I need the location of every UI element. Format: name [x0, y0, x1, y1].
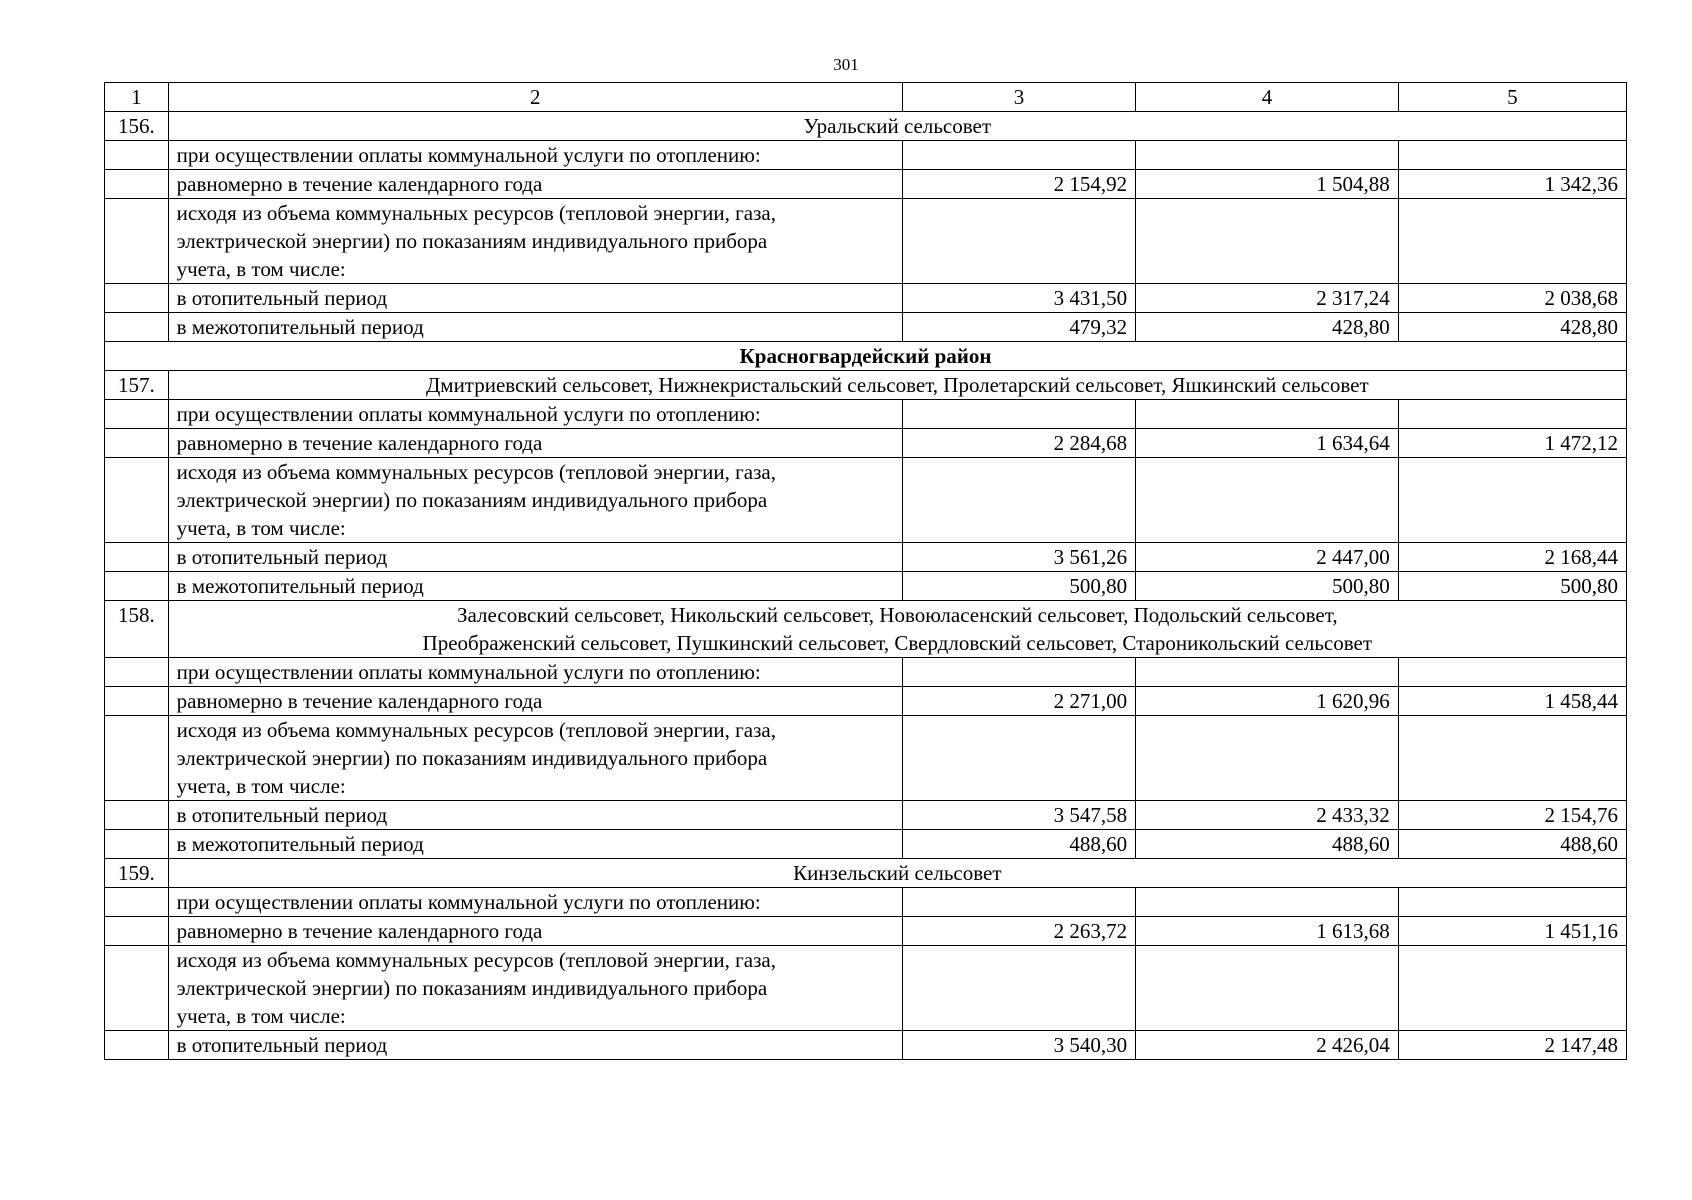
- value-cell-col5: [1398, 946, 1626, 1031]
- table-row: [105, 313, 1627, 342]
- value-cell-col3: 488,60: [902, 830, 1135, 859]
- row-label: [168, 888, 902, 917]
- row-label-line: при осуществлении оплаты коммунальной услуги по отоплению:: [176, 143, 761, 167]
- value-cell-col4: 2 317,24: [1136, 284, 1399, 313]
- entry-number: 156.: [105, 112, 169, 141]
- row-label: [168, 429, 902, 458]
- value-cell-col4: [1136, 400, 1399, 429]
- region-row: [105, 342, 1627, 371]
- row-number-cell: [105, 543, 169, 572]
- value-cell-col5: 2 154,76: [1398, 801, 1626, 830]
- value-cell-col4: [1136, 888, 1399, 917]
- row-label-line: равномерно в течение календарного года: [176, 689, 543, 713]
- row-label: [168, 400, 902, 429]
- row-label: [168, 658, 902, 687]
- row-number-cell: [105, 687, 169, 716]
- row-label: [168, 170, 902, 199]
- table-row: [105, 888, 1627, 917]
- value-cell-col5: 2 147,48: [1398, 1031, 1626, 1060]
- row-number-cell: [105, 199, 169, 284]
- value-cell-col4: [1136, 458, 1399, 543]
- table-row: [105, 284, 1627, 313]
- value-cell-col5: 2 168,44: [1398, 543, 1626, 572]
- value-cell-col4: 488,60: [1136, 830, 1399, 859]
- row-number-cell: [105, 716, 169, 801]
- row-label-line: равномерно в течение календарного года: [176, 172, 543, 196]
- value-cell-col3: 2 284,68: [902, 429, 1135, 458]
- row-label: [168, 284, 902, 313]
- value-cell-col3: 3 540,30: [902, 1031, 1135, 1060]
- value-cell-col5: 1 458,44: [1398, 687, 1626, 716]
- column-number-cell: 4: [1136, 83, 1399, 112]
- row-label: [168, 313, 902, 342]
- entry-header-row: [105, 371, 1627, 400]
- value-cell-col4: 2 426,04: [1136, 1031, 1399, 1060]
- row-label-line: учета, в том числе:: [176, 516, 346, 540]
- table-row: [105, 946, 1627, 1031]
- value-cell-col3: 3 561,26: [902, 543, 1135, 572]
- table-row: [105, 543, 1627, 572]
- row-number-cell: [105, 400, 169, 429]
- row-label-line: исходя из объема коммунальных ресурсов (тепловой энергии, газа,: [176, 201, 776, 225]
- row-label-line: исходя из объема коммунальных ресурсов (тепловой энергии, газа,: [176, 718, 776, 742]
- row-number-cell: [105, 572, 169, 601]
- row-label-line: в отопительный период: [176, 1033, 388, 1057]
- value-cell-col4: [1136, 658, 1399, 687]
- value-cell-col5: [1398, 458, 1626, 543]
- row-number-cell: [105, 917, 169, 946]
- value-cell-col3: 2 154,92: [902, 170, 1135, 199]
- value-cell-col3: [902, 141, 1135, 170]
- value-cell-col3: [902, 199, 1135, 284]
- row-label-line: исходя из объема коммунальных ресурсов (тепловой энергии, газа,: [176, 948, 776, 972]
- region-title: Красногвардейский район: [105, 342, 1627, 371]
- value-cell-col5: 1 342,36: [1398, 170, 1626, 199]
- row-label-line: электрической энергии) по показаниям индивидуального прибора: [176, 976, 768, 1000]
- table-row: [105, 1031, 1627, 1060]
- entry-header-row: [105, 859, 1627, 888]
- tariff-table-body: [105, 83, 1627, 1060]
- column-number-cell: 5: [1398, 83, 1626, 112]
- value-cell-col4: [1136, 141, 1399, 170]
- row-label: [168, 572, 902, 601]
- value-cell-col5: [1398, 199, 1626, 284]
- value-cell-col4: 428,80: [1136, 313, 1399, 342]
- value-cell-col4: 2 447,00: [1136, 543, 1399, 572]
- row-label-line: в отопительный период: [176, 286, 388, 310]
- entry-title-line: Преображенский сельсовет, Пушкинский сельсовет, Свердловский сельсовет, Староникольский сельсовет: [422, 631, 1373, 655]
- value-cell-col3: [902, 946, 1135, 1031]
- table-row: [105, 687, 1627, 716]
- row-number-cell: [105, 429, 169, 458]
- entry-title-line: Дмитриевский сельсовет, Нижнекристальский сельсовет, Пролетарский сельсовет, Яшкинский сельсовет: [425, 373, 1369, 397]
- value-cell-col5: 488,60: [1398, 830, 1626, 859]
- row-number-cell: [105, 458, 169, 543]
- value-cell-col3: 500,80: [902, 572, 1135, 601]
- row-label: [168, 687, 902, 716]
- column-number-cell: 1: [105, 83, 169, 112]
- row-label: [168, 946, 902, 1031]
- column-number-row: [105, 83, 1627, 112]
- value-cell-col4: [1136, 199, 1399, 284]
- row-label: [168, 801, 902, 830]
- value-cell-col5: 1 451,16: [1398, 917, 1626, 946]
- row-number-cell: [105, 141, 169, 170]
- table-row: [105, 199, 1627, 284]
- row-label-line: при осуществлении оплаты коммунальной услуги по отоплению:: [176, 660, 761, 684]
- row-label: [168, 1031, 902, 1060]
- table-row: [105, 458, 1627, 543]
- value-cell-col4: 500,80: [1136, 572, 1399, 601]
- row-label-line: в межотопительный период: [176, 574, 424, 598]
- row-label-line: электрической энергии) по показаниям индивидуального прибора: [176, 488, 768, 512]
- value-cell-col3: 479,32: [902, 313, 1135, 342]
- column-number-cell: 2: [168, 83, 902, 112]
- table-row: [105, 170, 1627, 199]
- row-label-line: равномерно в течение календарного года: [176, 431, 543, 455]
- row-number-cell: [105, 888, 169, 917]
- value-cell-col4: 1 613,68: [1136, 917, 1399, 946]
- row-label: [168, 458, 902, 543]
- row-label-line: в межотопительный период: [176, 832, 424, 856]
- page-number: 301: [833, 55, 859, 74]
- value-cell-col3: [902, 888, 1135, 917]
- row-label-line: исходя из объема коммунальных ресурсов (тепловой энергии, газа,: [176, 460, 776, 484]
- value-cell-col3: [902, 716, 1135, 801]
- value-cell-col4: 1 634,64: [1136, 429, 1399, 458]
- row-label: [168, 716, 902, 801]
- entry-title: [168, 371, 1626, 400]
- table-row: [105, 801, 1627, 830]
- column-number-cell: 3: [902, 83, 1135, 112]
- table-row: [105, 400, 1627, 429]
- table-row: [105, 429, 1627, 458]
- entry-title: [168, 859, 1626, 888]
- value-cell-col4: 1 504,88: [1136, 170, 1399, 199]
- row-label: [168, 543, 902, 572]
- row-label: [168, 141, 902, 170]
- entry-number: 158.: [105, 601, 169, 658]
- row-label-line: в отопительный период: [176, 545, 388, 569]
- row-label-line: электрической энергии) по показаниям индивидуального прибора: [176, 746, 768, 770]
- row-label-line: учета, в том числе:: [176, 774, 346, 798]
- value-cell-col5: [1398, 888, 1626, 917]
- row-label-line: учета, в том числе:: [176, 257, 346, 281]
- row-label-line: при осуществлении оплаты коммунальной услуги по отоплению:: [176, 402, 761, 426]
- row-number-cell: [105, 946, 169, 1031]
- value-cell-col3: [902, 458, 1135, 543]
- row-label: [168, 199, 902, 284]
- row-label: [168, 830, 902, 859]
- value-cell-col5: [1398, 141, 1626, 170]
- row-number-cell: [105, 658, 169, 687]
- table-row: [105, 830, 1627, 859]
- row-number-cell: [105, 1031, 169, 1060]
- row-label-line: в отопительный период: [176, 803, 388, 827]
- entry-header-row: [105, 112, 1627, 141]
- value-cell-col5: [1398, 400, 1626, 429]
- table-row: [105, 716, 1627, 801]
- row-label-line: при осуществлении оплаты коммунальной услуги по отоплению:: [176, 890, 761, 914]
- value-cell-col5: [1398, 658, 1626, 687]
- table-row: [105, 572, 1627, 601]
- row-number-cell: [105, 170, 169, 199]
- entry-title-line: Уральский сельсовет: [803, 114, 992, 138]
- value-cell-col5: [1398, 716, 1626, 801]
- value-cell-col3: [902, 658, 1135, 687]
- value-cell-col3: 2 271,00: [902, 687, 1135, 716]
- entry-title-line: Кинзельский сельсовет: [793, 861, 1002, 885]
- value-cell-col5: 2 038,68: [1398, 284, 1626, 313]
- row-number-cell: [105, 830, 169, 859]
- entry-number: 159.: [105, 859, 169, 888]
- row-label-line: равномерно в течение календарного года: [176, 919, 543, 943]
- table-row: [105, 917, 1627, 946]
- tariff-table: [104, 82, 1627, 1060]
- value-cell-col5: 428,80: [1398, 313, 1626, 342]
- entry-title: [168, 601, 1626, 658]
- value-cell-col3: [902, 400, 1135, 429]
- row-number-cell: [105, 284, 169, 313]
- entry-number: 157.: [105, 371, 169, 400]
- entry-header-row: [105, 601, 1627, 658]
- row-label-line: учета, в том числе:: [176, 1004, 346, 1028]
- value-cell-col3: 3 547,58: [902, 801, 1135, 830]
- value-cell-col4: 2 433,32: [1136, 801, 1399, 830]
- table-row: [105, 658, 1627, 687]
- value-cell-col4: [1136, 716, 1399, 801]
- table-row: [105, 141, 1627, 170]
- value-cell-col4: [1136, 946, 1399, 1031]
- row-number-cell: [105, 801, 169, 830]
- value-cell-col3: 2 263,72: [902, 917, 1135, 946]
- value-cell-col5: 500,80: [1398, 572, 1626, 601]
- row-label: [168, 917, 902, 946]
- value-cell-col3: 3 431,50: [902, 284, 1135, 313]
- entry-title: [168, 112, 1626, 141]
- entry-title-line: Залесовский сельсовет, Никольский сельсовет, Новоюласенский сельсовет, Подольский сельсовет,: [457, 603, 1338, 627]
- row-label-line: в межотопительный период: [176, 315, 424, 339]
- value-cell-col5: 1 472,12: [1398, 429, 1626, 458]
- value-cell-col4: 1 620,96: [1136, 687, 1399, 716]
- row-number-cell: [105, 313, 169, 342]
- row-label-line: электрической энергии) по показаниям индивидуального прибора: [176, 229, 768, 253]
